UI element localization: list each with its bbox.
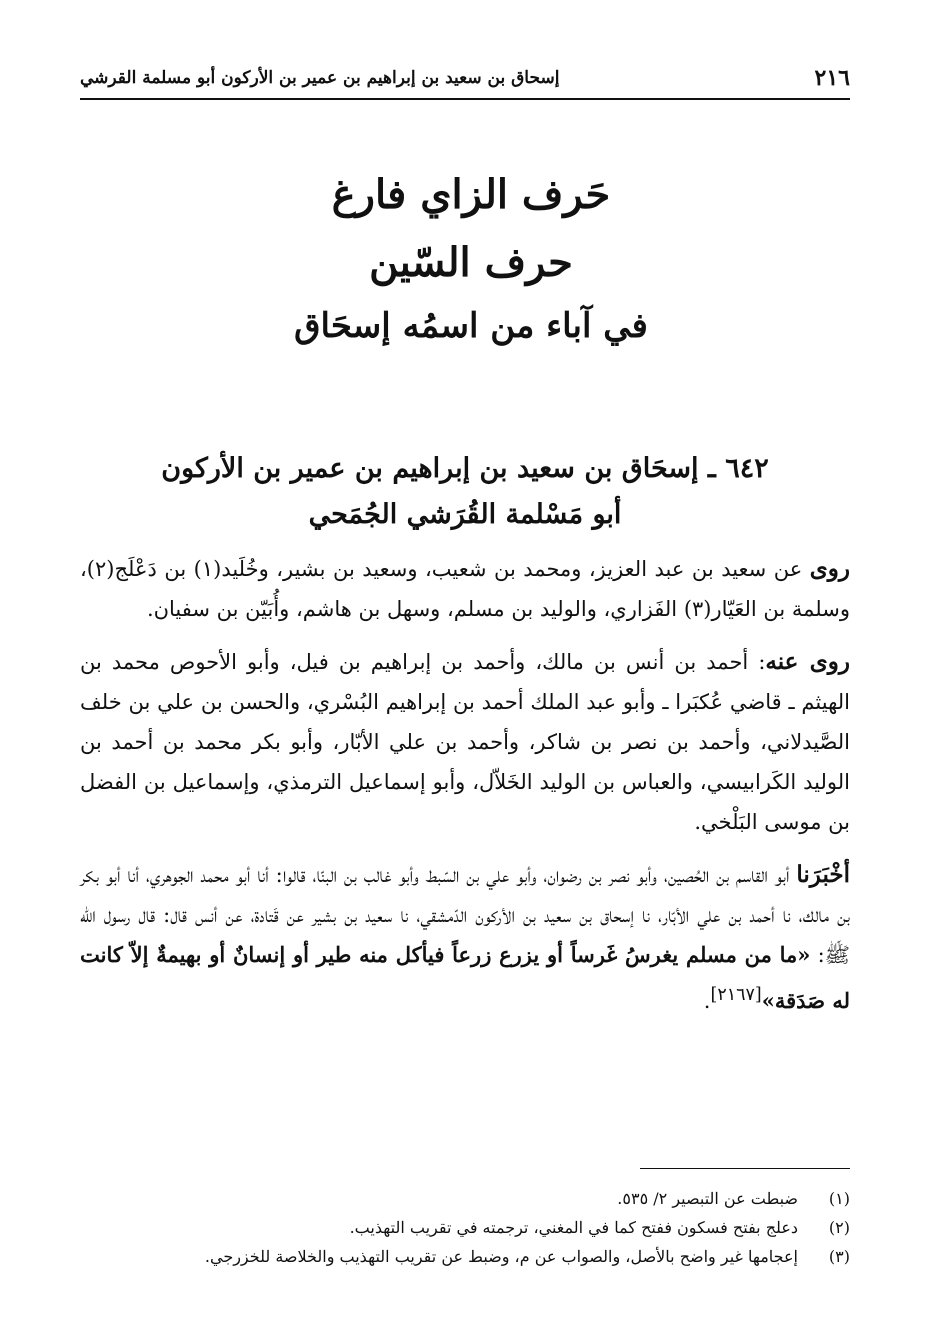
- footnote-separator: [640, 1168, 850, 1169]
- footnote-number: (٢): [828, 1218, 850, 1237]
- paragraph-text: : أحمد بن أنس بن مالك، وأحمد بن إبراهيم بن فيل، وأبو الأحوص محمد بن الهيثم ـ قاضي عُكبَرا ـ وأبو عبد الملك أحمد بن إبراهيم البُسْري، والحسن بن علي بن خلف الصَّيدلاني، وأحمد بن نصر بن شاكر، وأحمد بن علي الأبّار، وأبو بكر محمد بن أحمد بن الوليد الكَرابيسي، والعباس بن الوليد الخَلاّل، وأبو إسماعيل الترمذي، وإسماعيل بن الفضل بن موسى البَلْخي.: [80, 650, 850, 834]
- paragraph-teachers: [80, 549, 850, 629]
- paragraph-hadith: [80, 855, 850, 1021]
- hadith-reference: [٢١٦٧]: [710, 985, 762, 1005]
- footnote: [80, 1184, 850, 1213]
- paragraph-lead: أخْبَرَنا: [796, 861, 850, 888]
- chapter-titles: [0, 171, 942, 346]
- paragraph-students: [80, 642, 850, 842]
- running-header-title: إسحاق بن سعيد بن إبراهيم بن عمير بن الأركون أبو مسلمة القرشي: [80, 68, 560, 88]
- paragraph-text: أبو القاسم بن الحُصين، وأبو نصر بن رضوان، وأبو علي بن السّبط وأبو غالب بن البنّا، قالوا: أنا أبو محمد الجوهري، أنا أبو بكر بن مالك، نا أحمد بن علي الأبّار، نا إسحاق بن سعيد بن الأركون الدّمشقي، نا سعيد بن بشير عن قَتادة، عن أنس قال: قال رسول الله ﷺ:: [80, 863, 851, 967]
- entry-body: [80, 549, 850, 1034]
- running-header: [80, 58, 850, 100]
- paragraph-end: .: [703, 989, 711, 1013]
- entry-heading-name: ٦٤٢ ـ إسحَاق بن سعيد بن إبراهيم بن عمير بن الأركون: [161, 453, 769, 484]
- entry-heading: [80, 446, 850, 538]
- hadith-text: «ما من مسلم يغرسُ غَرساً أو يزرع زرعاً فيأكل منه طير أو إنسانٌ أو بهيمةٌ إلاّ كانت له صَدَقة»: [80, 942, 850, 1013]
- entry-heading-kunya: أبو مَسْلمة القُرَشي الجُمَحي: [308, 499, 622, 530]
- chapter-title-sin: حرف السّين: [369, 239, 573, 286]
- footnote-text: إعجامها غير واضح بالأصل، والصواب عن م، وضبط عن تقريب التهذيب والخلاصة للخزرجي.: [204, 1247, 798, 1266]
- footnote: [80, 1213, 850, 1242]
- footnote-number: (١): [828, 1189, 850, 1208]
- footnote-text: ضبطت عن التبصير ٢/ ٥٣٥.: [617, 1189, 798, 1208]
- paragraph-lead: روى عنه: [765, 648, 851, 675]
- footnote: [80, 1242, 850, 1271]
- footnote-number: (٣): [828, 1247, 850, 1266]
- footnotes: [80, 1184, 850, 1271]
- paragraph-text: عن سعيد بن عبد العزيز، ومحمد بن شعيب، وسعيد بن بشير، وخُلَيد(١) بن دَعْلَج(٢)، وسلمة بن العَيّار(٣) الفَزاري، والوليد بن مسلم، وسهل بن هاشم، وأُبَيّن بن سفيان.: [80, 557, 850, 621]
- chapter-subtitle: في آباء من اسمُه إسحَاق: [294, 306, 648, 346]
- page-number: ٢١٦: [814, 65, 850, 91]
- footnote-text: دعلج بفتح فسكون ففتح كما في المغني، ترجمته في تقريب التهذيب.: [349, 1218, 798, 1237]
- chapter-title-zay: حَرف الزاي فارغ: [331, 171, 611, 218]
- paragraph-lead: روى: [809, 555, 850, 582]
